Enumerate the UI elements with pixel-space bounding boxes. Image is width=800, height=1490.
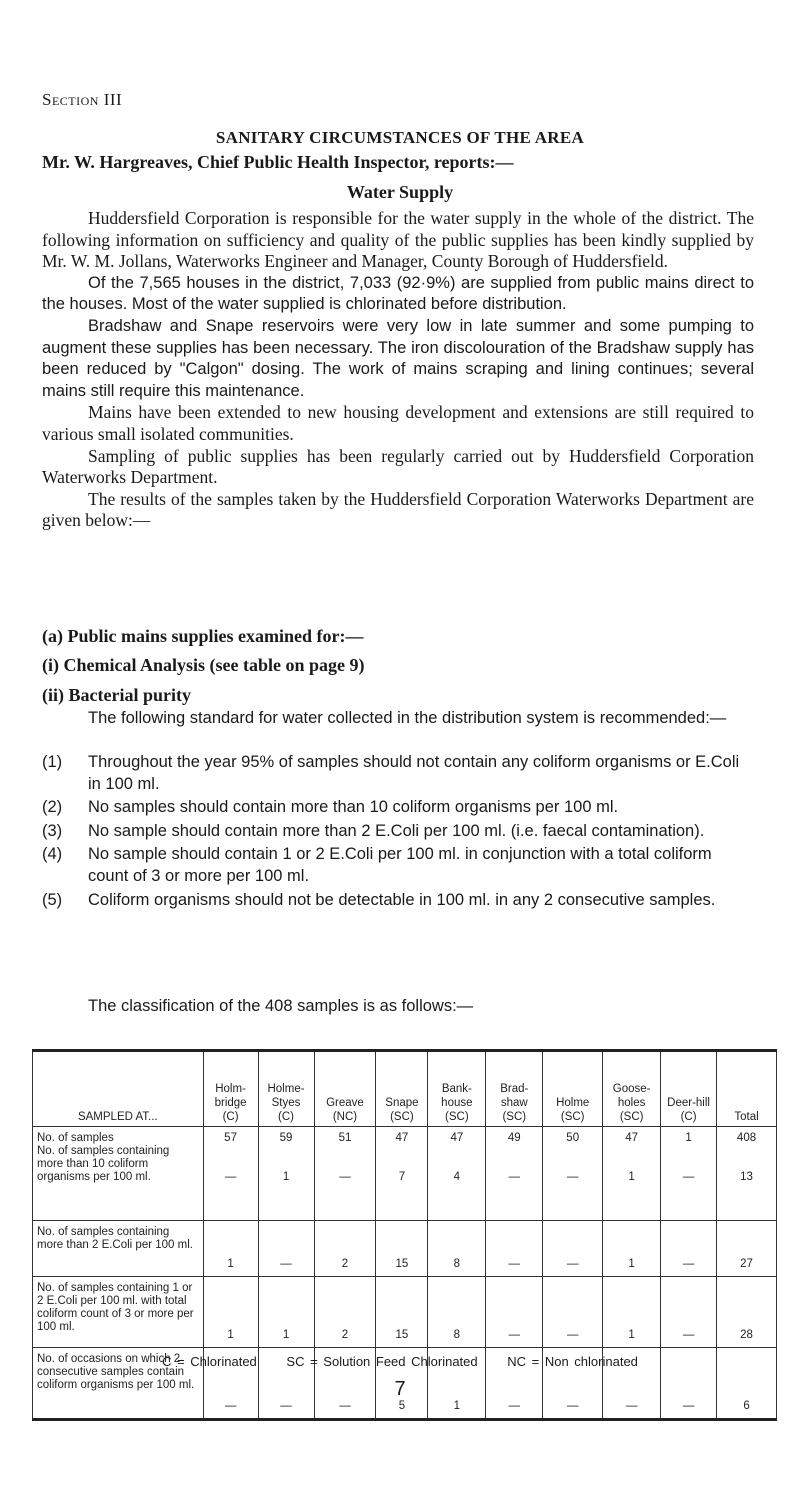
table-cell (203, 1127, 258, 1221)
column-code: (C) (278, 1111, 294, 1123)
table-cell (661, 1127, 717, 1221)
table-cell: — (314, 1348, 376, 1420)
paragraph: Sampling of public supplies has been regularly carried out by Huddersfield Corporation Waterworks Department. (42, 445, 754, 488)
cell-value: 4 (453, 1171, 461, 1183)
column-name: Bank-house (441, 1083, 473, 1109)
table-cell: 15 (376, 1221, 428, 1277)
list-text: No samples should contain more than 10 coliform organisms per 100 ml. (88, 798, 619, 817)
column-code: (SC) (390, 1111, 414, 1123)
table-cell: — (543, 1348, 603, 1420)
list-item (42, 752, 754, 795)
classification-intro (42, 996, 754, 1018)
table-cell: — (486, 1277, 543, 1348)
heading-bacterial-purity: (ii) Bacterial purity (42, 685, 191, 705)
standard-intro (42, 708, 754, 730)
table-cell: — (258, 1348, 314, 1420)
column-name: Greave (326, 1097, 364, 1109)
table-legend (0, 1354, 800, 1369)
table-cell: 2 (314, 1221, 376, 1277)
paragraph: The results of the samples taken by the Huddersfield Corporation Waterworks Department are given below:— (42, 488, 754, 531)
column-name: Goose-holes (612, 1083, 651, 1109)
cell-value: 50 (566, 1132, 580, 1144)
paragraph: Huddersfield Corporation is responsible for the water supply in the whole of the district. The following information on sufficiency and quality of the public supplies has been kindly supplied by Mr. W. M. Jollans, Waterworks Engineer and Manager, County Borough of Huddersfield. (42, 208, 754, 272)
list-number: (3) (42, 821, 63, 840)
row-label-line: No. of samples containing more than 10 coliform organisms per 100 ml. (37, 1145, 170, 1183)
table-cell (543, 1127, 603, 1221)
page-title: SANITARY CIRCUMSTANCES OF THE AREA (215, 128, 585, 147)
cell-value: 47 (450, 1132, 464, 1144)
table-cell: — (603, 1348, 661, 1420)
classification-intro-text: The classification of the 408 samples is as follows:— (88, 997, 474, 1015)
column-name: Holme-Styes (267, 1083, 305, 1109)
list-text: No sample should contain more than 2 E.Coli per 100 ml. (i.e. faecal contamination). (88, 821, 705, 840)
column-header (314, 1051, 376, 1127)
column-name: Brad-shaw (500, 1083, 529, 1109)
cell-value: 51 (338, 1132, 352, 1144)
column-header (717, 1051, 777, 1127)
cell-value: — (339, 1171, 351, 1183)
table-cell: 1 (603, 1277, 661, 1348)
table-cell: 27 (717, 1221, 777, 1277)
list-item (42, 890, 754, 912)
table-cell: 15 (376, 1277, 428, 1348)
heading-public-mains: (a) Public mains supplies examined for:— (42, 626, 364, 646)
column-name: Total (734, 1111, 759, 1123)
cell-value: 47 (395, 1132, 409, 1144)
table-cell: 8 (428, 1277, 486, 1348)
column-header-sampled-at: SAMPLED AT... (33, 1051, 204, 1127)
table-cell: — (486, 1348, 543, 1420)
table-cell (314, 1127, 376, 1221)
column-header (258, 1051, 314, 1127)
table-cell (428, 1127, 486, 1221)
table-cell: 2 (314, 1277, 376, 1348)
column-code: (C) (680, 1111, 697, 1123)
cell-value: 1 (628, 1171, 635, 1183)
column-code: (SC) (445, 1111, 469, 1123)
cell-value: — (566, 1171, 579, 1183)
table-cell: 28 (717, 1277, 777, 1348)
column-name: Holme (556, 1097, 590, 1109)
list-number: (1) (42, 753, 63, 771)
column-code: (SC) (619, 1111, 644, 1123)
table-cell: — (543, 1277, 603, 1348)
cell-value: 408 (736, 1132, 757, 1144)
legend-item: C = Chlorinated (162, 1354, 257, 1369)
column-code: (SC) (502, 1111, 527, 1123)
cell-value: 13 (740, 1171, 753, 1183)
column-code: (NC) (332, 1111, 358, 1123)
heading-chemical-analysis: (i) Chemical Analysis (see table on page 9) (42, 655, 365, 675)
column-code: (C) (222, 1111, 239, 1123)
cell-value: 1 (685, 1132, 692, 1144)
cell-value: 1 (282, 1171, 290, 1183)
legend-item: NC = Non chlorinated (507, 1354, 638, 1369)
column-name: Deer-hill (667, 1097, 710, 1109)
table-cell: 1 (203, 1221, 258, 1277)
row-label: No. of samples containing more than 2 E.Coli per 100 ml. (33, 1221, 204, 1277)
list-text: Coliform organisms should not be detectable in 100 ml. in any 2 consecutive samples. (88, 890, 716, 909)
list-item (42, 797, 754, 819)
table-row (33, 1221, 777, 1277)
table-cell: — (661, 1221, 717, 1277)
column-header (486, 1051, 543, 1127)
column-name: Snape (385, 1097, 419, 1109)
page-number: 7 (394, 1378, 406, 1400)
reporter-line: Mr. W. Hargreaves, Chief Public Health Inspector, reports:— (42, 152, 514, 172)
table-cell: — (661, 1348, 717, 1420)
list-number: (5) (42, 890, 63, 909)
paragraph: Of the 7,565 houses in the district, 7,033 (92·9%) are supplied from public mains direct to the houses. Most of the water supplied is chlorinated before distribution. (42, 273, 754, 314)
table-cell: 1 (258, 1277, 314, 1348)
table-cell (486, 1127, 543, 1221)
table-cell (258, 1127, 314, 1221)
cell-value: 47 (625, 1132, 639, 1144)
intro-paragraphs (42, 208, 754, 532)
cell-value: 57 (224, 1132, 237, 1144)
table-cell: 1 (603, 1221, 661, 1277)
cell-value: — (682, 1171, 695, 1183)
table-row (33, 1277, 777, 1348)
table-header-row (33, 1051, 777, 1127)
table-cell: — (486, 1221, 543, 1277)
column-header (203, 1051, 258, 1127)
standards-list (42, 752, 754, 913)
paragraph: Bradshaw and Snape reservoirs were very low in late summer and some pumping to augment these supplies has been necessary. The iron discolouration of the Bradshaw supply has been reduced by "Calgon" dosing. The work of mains scraping and lining continues; several mains still require this maintenance. (42, 316, 754, 400)
cell-value: — (224, 1171, 237, 1183)
table-cell (717, 1127, 777, 1221)
section-label: Section III (42, 90, 123, 109)
subheading-water-supply: Water Supply (346, 182, 454, 202)
list-number: (2) (42, 798, 63, 817)
cell-value: 7 (398, 1171, 406, 1183)
table-row (33, 1127, 777, 1221)
table-cell: 1 (203, 1277, 258, 1348)
cell-value: 59 (279, 1132, 293, 1144)
list-item (42, 821, 754, 843)
column-header (543, 1051, 603, 1127)
column-header (603, 1051, 661, 1127)
table-cell: — (543, 1221, 603, 1277)
table-cell: 6 (717, 1348, 777, 1420)
row-label: No. of samples containing 1 or 2 E.Coli per 100 ml. with total coliform count of 3 or more per 100 ml. (33, 1277, 204, 1348)
column-header (661, 1051, 717, 1127)
column-header (376, 1051, 428, 1127)
standard-intro-text: The following standard for water collected in the distribution system is recommended:— (88, 709, 727, 727)
legend-item: SC = Solution Feed Chlorinated (286, 1354, 478, 1369)
list-number: (4) (42, 845, 63, 864)
table-cell: 1 (428, 1348, 486, 1420)
table-cell: 8 (428, 1221, 486, 1277)
table-cell: — (661, 1277, 717, 1348)
column-header (428, 1051, 486, 1127)
paragraph: Mains have been extended to new housing development and extensions are still required to various small isolated communities. (42, 402, 754, 444)
table-cell: — (258, 1221, 314, 1277)
table-cell: 5 (376, 1348, 428, 1420)
list-text: Throughout the year 95% of samples should not contain any coliform organisms or E.Coli in 100 ml. (88, 753, 740, 793)
table-cell (603, 1127, 661, 1221)
list-text: No sample should contain 1 or 2 E.Coli per 100 ml. in conjunction with a total coliform count of 3 or more per 100 ml. (88, 845, 712, 885)
table-cell (376, 1127, 428, 1221)
row-label: No. of occasions on which 2 consecutive samples contain coliform organisms per 100 ml. (33, 1348, 204, 1420)
row-label (33, 1127, 204, 1221)
row-label-line: No. of samples (37, 1132, 114, 1144)
list-item (42, 844, 754, 887)
column-code: (SC) (560, 1111, 585, 1123)
column-name: Holm-bridge (214, 1083, 247, 1109)
table-cell: — (203, 1348, 258, 1420)
cell-value: 49 (507, 1132, 521, 1144)
cell-value: — (508, 1171, 521, 1183)
